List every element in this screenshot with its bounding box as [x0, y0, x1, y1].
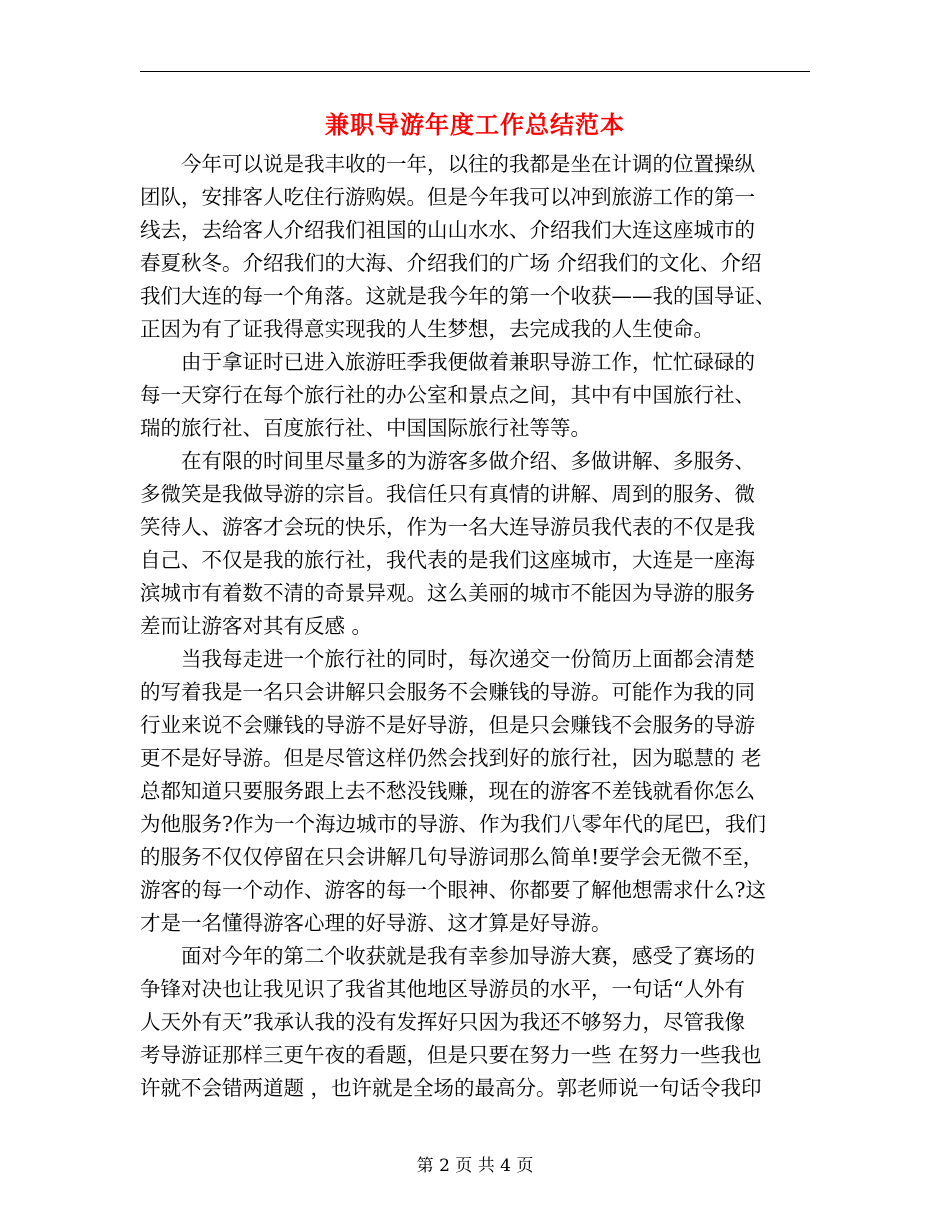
text-line: 多微笑是我做导游的宗旨。我信任只有真情的讲解、周到的服务、微: [140, 482, 755, 506]
text-line: 人天外有天”我承认我的没有发挥好只因为我还不够努力，尽管我像: [140, 1010, 745, 1034]
text-line: 的写着我是一名只会讲解只会服务不会赚钱的导游。可能作为我的同: [140, 680, 755, 704]
text-line: 差而让游客对其有反感 。: [140, 614, 373, 638]
text-line: 自己、不仅是我的旅行社，我代表的是我们这座城市，大连是一座海: [140, 548, 755, 572]
paragraph-4: [140, 643, 810, 940]
page-number-footer: 第 2 页 共 4 页: [416, 1156, 534, 1176]
text-line: 团队，安排客人吃住行游购娱。但是今年我可以冲到旅游工作的第一: [140, 185, 755, 209]
text-line: 笑待人、游客才会玩的快乐，作为一名大连导游员我代表的不仅是我: [140, 515, 755, 539]
text-line: 行业来说不会赚钱的导游不是好导游，但是只会赚钱不会服务的导游: [140, 713, 755, 737]
paragraph-3: [140, 445, 810, 643]
text-line: 春夏秋冬。介绍我们的大海、介绍我们的广场 介绍我们的文化、介绍: [140, 251, 762, 275]
text-line: 的服务不仅仅停留在只会讲解几句导游词那么简单!要学会无微不至，: [140, 845, 764, 869]
text-line: 更不是好导游。但是尽管这样仍然会找到好的旅行社，因为聪慧的 老: [140, 746, 762, 770]
text-line: 才是一名懂得游客心理的好导游、这才算是好导游。: [140, 911, 612, 935]
text-line: 为他服务?作为一个海边城市的导游、作为我们八零年代的尾巴，我们: [140, 812, 766, 836]
text-line: 游客的每一个动作、游客的每一个眼神、你都要了解他想需求什么?这: [140, 878, 766, 902]
paragraph-1: [140, 148, 810, 346]
text-line: 争锋对决也让我见识了我省其他地区导游员的水平，一句话“人外有: [140, 977, 745, 1001]
text-line: 滨城市有着数不清的奇景异观。这么美丽的城市不能因为导游的服务: [140, 581, 755, 605]
text-line: 今年可以说是我丰收的一年，以往的我都是坐在计调的位置操纵: [181, 152, 755, 176]
text-line: 许就不会错两道题 ，也许就是全场的最高分。郭老师说一句话令我印: [140, 1076, 762, 1100]
text-line: 当我每走进一个旅行社的同时，每次递交一份简历上面都会清楚: [181, 647, 755, 671]
header-rule: [140, 71, 810, 72]
text-line: 每一天穿行在每个旅行社的办公室和景点之间，其中有中国旅行社、: [140, 383, 755, 407]
text-line: 线去，去给客人介绍我们祖国的山山水水、介绍我们大连这座城市的: [140, 218, 755, 242]
text-line: 正因为有了证我得意实现我的人生梦想，去完成我的人生使命。: [140, 317, 714, 341]
text-line: 总都知道只要服务跟上去不愁没钱赚，现在的游客不差钱就看你怎么: [140, 779, 755, 803]
paragraph-2: [140, 346, 810, 445]
document-title: 兼职导游年度工作总结范本: [325, 111, 625, 139]
text-line: 考导游证那样三更午夜的看题，但是只要在努力一些 在努力一些我也: [140, 1043, 762, 1067]
document-body: [140, 148, 810, 1105]
text-line: 面对今年的第二个收获就是我有幸参加导游大赛，感受了赛场的: [181, 944, 755, 968]
text-line: 在有限的时间里尽量多的为游客多做介绍、多做讲解、多服务、: [181, 449, 755, 473]
text-line: 瑞的旅行社、百度旅行社、中国国际旅行社等等。: [140, 416, 591, 440]
text-line: 我们大连的每一个角落。这就是我今年的第一个收获——我的国导证、: [140, 284, 776, 308]
text-line: 由于拿证时已进入旅游旺季我便做着兼职导游工作，忙忙碌碌的: [181, 350, 755, 374]
paragraph-5: [140, 940, 810, 1105]
